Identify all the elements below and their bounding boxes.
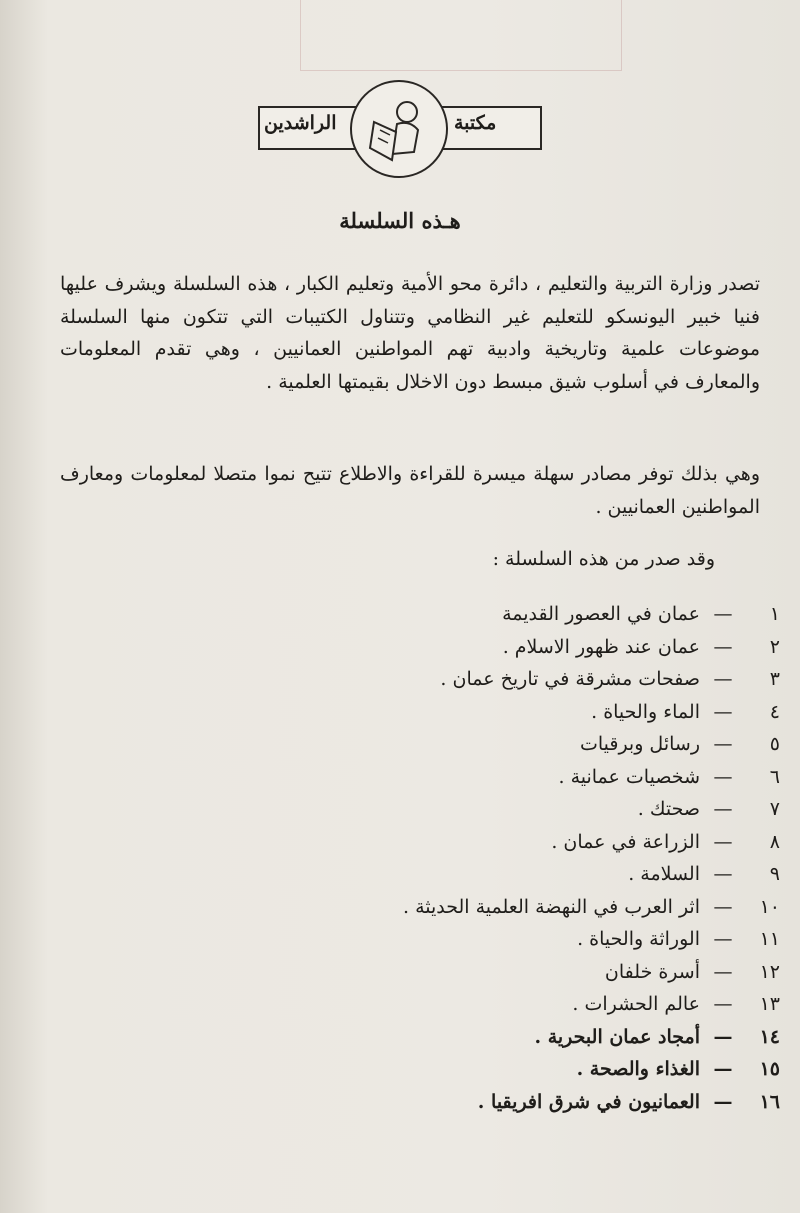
intro-paragraph: تصدر وزارة التربية والتعليم ، دائرة محو الأمية وتعليم الكبار ، هذه السلسلة ويشرف عليها فنيا خبير اليونسكو للتعليم غير النظامي وتتناول الكتيبات التي تتكون منها السلسلة موضوعات علمية وتاريخية وادبية تهم المواطنين العمانيين ، وهي تقدم المعلومات والمعارف في أسلوب شيق مبسط دون الاخلال بقيمتها العلمية . — [60, 273, 760, 393]
list-item-number: ٢ — [769, 635, 780, 658]
list-item-dash: — — [713, 603, 733, 625]
series-list — [60, 598, 780, 1118]
list-item — [60, 956, 780, 989]
list-item-dash: — — [713, 635, 733, 658]
list-item-dash: — — [713, 830, 733, 853]
list-item-title: الماء والحياة . — [591, 700, 700, 723]
list-item — [60, 891, 780, 924]
list-item-dash: — — [713, 700, 733, 723]
series-title: هـذه السلسلة — [339, 208, 461, 233]
list-item-number: ٤ — [769, 700, 780, 723]
list-item-dash: — — [713, 765, 733, 788]
list-item-number: ١٥ — [759, 1058, 780, 1080]
bleed-through-stamp — [300, 0, 622, 71]
list-item-dash: — — [713, 895, 733, 918]
list-item — [60, 1053, 780, 1086]
list-item-title: عمان في العصور القديمة — [502, 603, 700, 625]
list-item-number: ١٣ — [759, 993, 780, 1015]
list-item-number: ١٠ — [759, 895, 780, 918]
list-item — [60, 923, 780, 956]
list-item-number: ٣ — [769, 668, 780, 690]
list-item-number: ٥ — [769, 733, 780, 755]
list-item-dash: — — [713, 960, 733, 983]
list-item — [60, 826, 780, 859]
list-item-dash: — — [713, 1058, 733, 1080]
list-item — [60, 631, 780, 664]
list-item-dash: — — [713, 1090, 733, 1113]
list-item-title: الغذاء والصحة . — [576, 1058, 700, 1080]
list-item — [60, 793, 780, 826]
list-item-dash: — — [713, 1025, 733, 1048]
list-item — [60, 761, 780, 794]
list-item — [60, 988, 780, 1021]
logo-word-library: مكتبة — [454, 112, 497, 134]
list-item — [60, 1021, 780, 1054]
list-item — [60, 1086, 780, 1119]
list-item-title: أسرة خلفان — [604, 960, 700, 983]
list-item-title: صحتك . — [637, 798, 700, 820]
list-item-number: ٧ — [769, 798, 780, 820]
list-item-number: ١ — [769, 603, 780, 625]
list-item-dash: — — [713, 863, 733, 885]
logo-emblem — [350, 80, 448, 178]
list-item-number: ١١ — [759, 928, 780, 950]
list-intro: وقد صدر من هذه السلسلة : — [492, 548, 715, 570]
list-item-title: السلامة . — [628, 863, 700, 885]
list-item-number: ٦ — [769, 765, 780, 788]
list-item-dash: — — [713, 993, 733, 1015]
list-item-title: الوراثة والحياة . — [577, 928, 700, 950]
list-item-title: اثر العرب في النهضة العلمية الحديثة . — [402, 895, 700, 918]
library-logo — [258, 80, 538, 180]
list-item-dash: — — [713, 733, 733, 755]
list-item-title: شخصيات عمانية . — [558, 765, 700, 788]
list-item — [60, 858, 780, 891]
purpose-paragraph: وهي بذلك توفر مصادر سهلة ميسرة للقراءة والاطلاع تتيح نموا متصلا لمعلومات ومعارف المواطنين العمانيين . — [60, 463, 760, 518]
list-item-title: عالم الحشرات . — [572, 993, 700, 1015]
list-item-dash: — — [713, 928, 733, 950]
list-item — [60, 663, 780, 696]
list-item-title: عمان عند ظهور الاسلام . — [502, 635, 700, 658]
list-item-dash: — — [713, 798, 733, 820]
book-reader-icon — [352, 82, 446, 176]
list-item-number: ١٦ — [759, 1090, 780, 1113]
list-item-number: ١٤ — [759, 1025, 780, 1048]
logo-word-rashidin: الراشدين — [264, 112, 337, 134]
list-item-title: رسائل وبرقيات — [579, 733, 700, 755]
list-item — [60, 696, 780, 729]
list-item-title: أمجاد عمان البحرية . — [534, 1025, 700, 1048]
list-item — [60, 598, 780, 631]
list-item-dash: — — [713, 668, 733, 690]
list-item-title: العمانيون في شرق افريقيا . — [477, 1090, 700, 1113]
list-item-title: صفحات مشرقة في تاريخ عمان . — [440, 668, 700, 690]
list-item-number: ٨ — [769, 830, 780, 853]
list-item — [60, 728, 780, 761]
list-item-number: ١٢ — [759, 960, 780, 983]
list-item-number: ٩ — [769, 863, 780, 885]
list-item-title: الزراعة في عمان . — [551, 830, 700, 853]
